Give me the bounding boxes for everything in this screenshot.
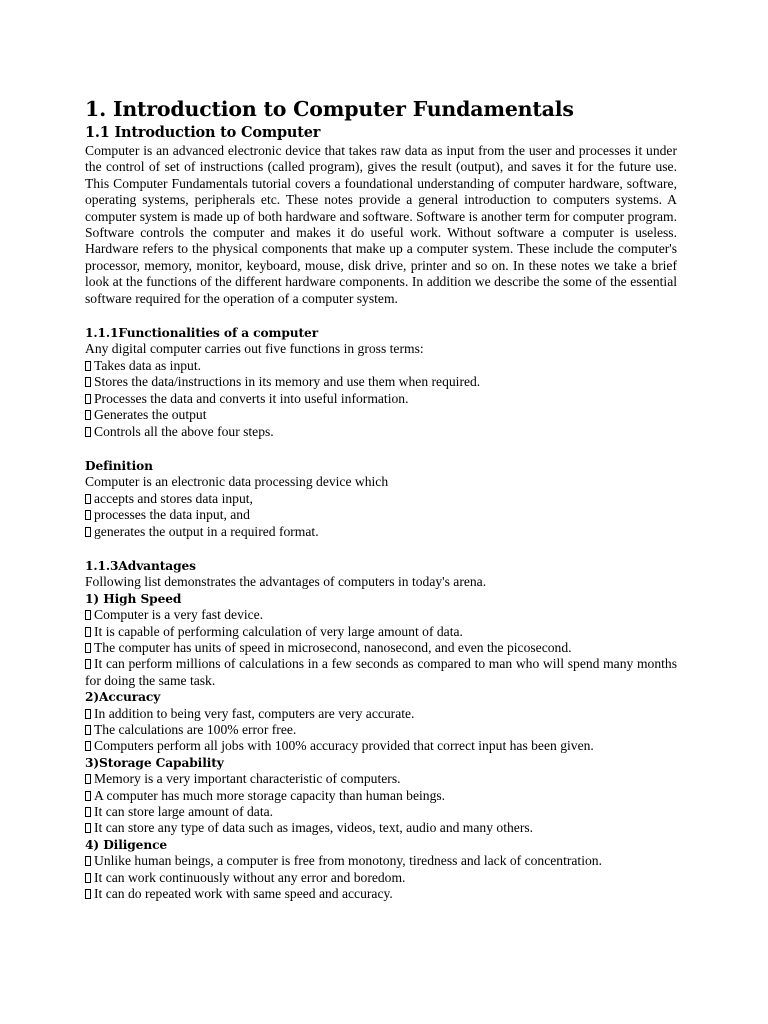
list-item: It can work continuously without any error and boredom. [85,870,677,886]
list-item: Computer is a very fast device. [85,607,677,623]
list-item: The computer has units of speed in microsecond, nanosecond, and even the picosecond. [85,640,677,656]
list-item: It is capable of performing calculation of very large amount of data. [85,624,677,640]
bullet-icon [85,774,91,784]
bullet-icon [85,873,91,883]
list-item: Computers perform all jobs with 100% accuracy provided that correct input has been given. [85,738,677,754]
list-item: Stores the data/instructions in its memory and use them when required. [85,374,677,390]
bullet-icon [85,527,91,537]
subheading-storage-capability: 3)Storage Capability [85,755,224,770]
section-heading-definition: Definition [85,458,153,473]
subheading-high-speed: 1) High Speed [85,591,182,606]
list-item: A computer has much more storage capacity than human beings. [85,788,677,804]
bullet-icon [85,856,91,866]
list-item: generates the output in a required format. [85,524,677,540]
list-item: It can perform millions of calculations in a few seconds as compared to man who will spend many months for doing the same task. [85,656,677,688]
bullet-icon [85,410,91,420]
page-title: 1. Introduction to Computer Fundamentals [85,97,574,121]
list-item: In addition to being very fast, computers are very accurate. [85,706,677,722]
bullet-icon [85,643,91,653]
bullet-icon [85,427,91,437]
intro-paragraph: Computer is an advanced electronic device that takes raw data as input from the user and processes it under the control of set of instructions (called program), gives the result (output), and saves it for the future use. This Computer Fundamentals tutorial covers a foundational understanding of computer hardware, software, operating systems, peripherals etc. These notes provide a general introduction to computers systems. A computer system is made up of both hardware and software. Software is another term for computer program. Software controls the computer and makes it do useful work. Without software a computer is useless. Hardware refers to the physical components that make up a computer system. These include the computer's processor, memory, monitor, keyboard, mouse, disk drive, printer and so on. In these notes we take a brief look at the functions of the different hardware components. In addition we describe the some of the essential software required for the operation of a computer system. [85,143,677,306]
subheading-accuracy: 2)Accuracy [85,690,161,705]
list-item: It can store large amount of data. [85,804,677,820]
definition-intro: Computer is an electronic data processing device which [85,474,389,490]
document-page [85,96,677,902]
advantages-intro: Following list demonstrates the advantages of computers in today's arena. [85,574,487,590]
list-item: Processes the data and converts it into useful information. [85,391,677,407]
list-item: It can store any type of data such as images, videos, text, audio and many others. [85,820,677,836]
list-item: Controls all the above four steps. [85,424,677,440]
bullet-icon [85,361,91,371]
bullet-icon [85,889,91,899]
list-item: Takes data as input. [85,358,677,374]
functionalities-intro: Any digital computer carries out five functions in gross terms: [85,341,424,357]
bullet-icon [85,610,91,620]
list-item: processes the data input, and [85,507,677,523]
list-item: Memory is a very important characteristic of computers. [85,771,677,787]
bullet-icon [85,725,91,735]
bullet-icon [85,741,91,751]
bullet-icon [85,394,91,404]
list-item: Unlike human beings, a computer is free from monotony, tiredness and lack of concentration. [85,853,677,869]
section-heading-advantages: 1.1.3Advantages [85,558,196,573]
bullet-icon [85,659,91,669]
bullet-icon [85,791,91,801]
section-heading-intro-computer: 1.1 Introduction to Computer [85,124,321,141]
bullet-icon [85,627,91,637]
list-item: Generates the output [85,407,677,423]
list-item: The calculations are 100% error free. [85,722,677,738]
bullet-icon [85,510,91,520]
bullet-icon [85,807,91,817]
section-heading-functionalities: 1.1.1Functionalities of a computer [85,326,319,341]
bullet-icon [85,494,91,504]
list-item: It can do repeated work with same speed and accuracy. [85,886,677,902]
list-item: accepts and stores data input, [85,491,677,507]
bullet-icon [85,377,91,387]
bullet-icon [85,709,91,719]
subheading-diligence: 4) Diligence [85,837,168,852]
bullet-icon [85,823,91,833]
